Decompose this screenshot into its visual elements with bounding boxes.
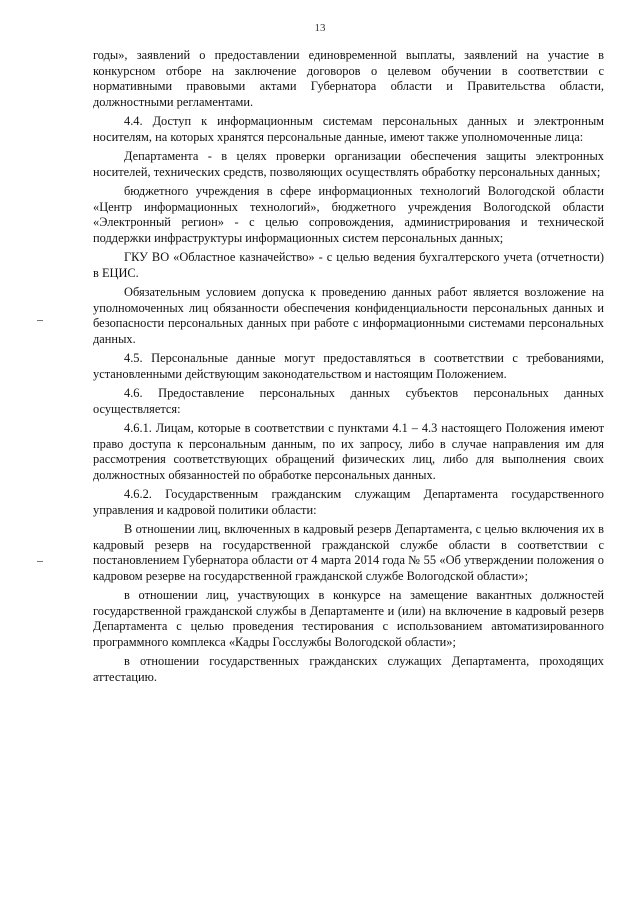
document-body [93, 48, 604, 689]
paragraph-budget-institution: бюджетного учреждения в сфере информационных технологий Вологодской области «Центр информационных технологий», бюджетного учреждения Вологодской области «Электронный регион» - с целью сопровождения, администрирования и технической поддержки инфраструктуры информационных систем персональных данных; [93, 184, 604, 245]
paragraph-4-6: 4.6. Предоставление персональных данных субъектов персональных данных осуществляется: [93, 386, 604, 416]
paragraph-access-condition: Обязательным условием допуска к проведению данных работ является возложение на уполномоченных лиц обязанности обеспечения конфиденциальности персональных данных и безопасности персональных данных при работе с информационными системами персональных данных. [93, 285, 604, 346]
paragraph-continuation: годы», заявлений о предоставлении единовременной выплаты, заявлений на участие в конкурсном отборе на заключение договоров о целевом обучении в соответствии с нормативными правовыми актами Губернатора области и Правительства области, должностными регламентами. [93, 48, 604, 109]
page-number: 13 [314, 22, 326, 34]
margin-mark [37, 320, 43, 321]
paragraph-4-6-2: 4.6.2. Государственным гражданским служащим Департамента государственного управления и кадровой политики области: [93, 487, 604, 517]
paragraph-department: Департамента - в целях проверки организации обеспечения защиты электронных носителей, технических средств, позволяющих осуществлять обработку персональных данных; [93, 149, 604, 179]
paragraph-competition: в отношении лиц, участвующих в конкурсе на замещение вакантных должностей государственной гражданской службы в Департаменте и (или) на включение в кадровый резерв Департамента с целью проведения тестирования с использованием автоматизированного программного комплекса «Кадры Госслужбы Вологодской области»; [93, 588, 604, 649]
paragraph-4-5: 4.5. Персональные данные могут предоставляться в соответствии с требованиями, установленными действующим законодательством и настоящим Положением. [93, 351, 604, 381]
paragraph-4-4: 4.4. Доступ к информационным системам персональных данных и электронным носителям, на которых хранятся персональные данные, имеют также уполномоченные лица: [93, 114, 604, 144]
paragraph-attestation: в отношении государственных гражданских служащих Департамента, проходящих аттестацию. [93, 654, 604, 684]
paragraph-treasury: ГКУ ВО «Областное казначейство» - с целью ведения бухгалтерского учета (отчетности) в ЕЦИС. [93, 250, 604, 280]
paragraph-4-6-1: 4.6.1. Лицам, которые в соответствии с пунктами 4.1 – 4.3 настоящего Положения имеют право доступа к персональным данным, по их запросу, либо в случае направления им для рассмотрения соответствующих обращений физических лиц, либо для выполнения своих должностных обязанностей по обработке персональных данных. [93, 421, 604, 482]
paragraph-reserve: В отношении лиц, включенных в кадровый резерв Департамента, с целью включения их в кадровый резерв на государственной гражданской службе области в соответствии с постановлением Губернатора области от 4 марта 2014 года № 55 «Об утверждении положения о кадровом резерве на государственной гражданской службе Вологодской области»; [93, 522, 604, 583]
margin-mark [37, 561, 43, 562]
